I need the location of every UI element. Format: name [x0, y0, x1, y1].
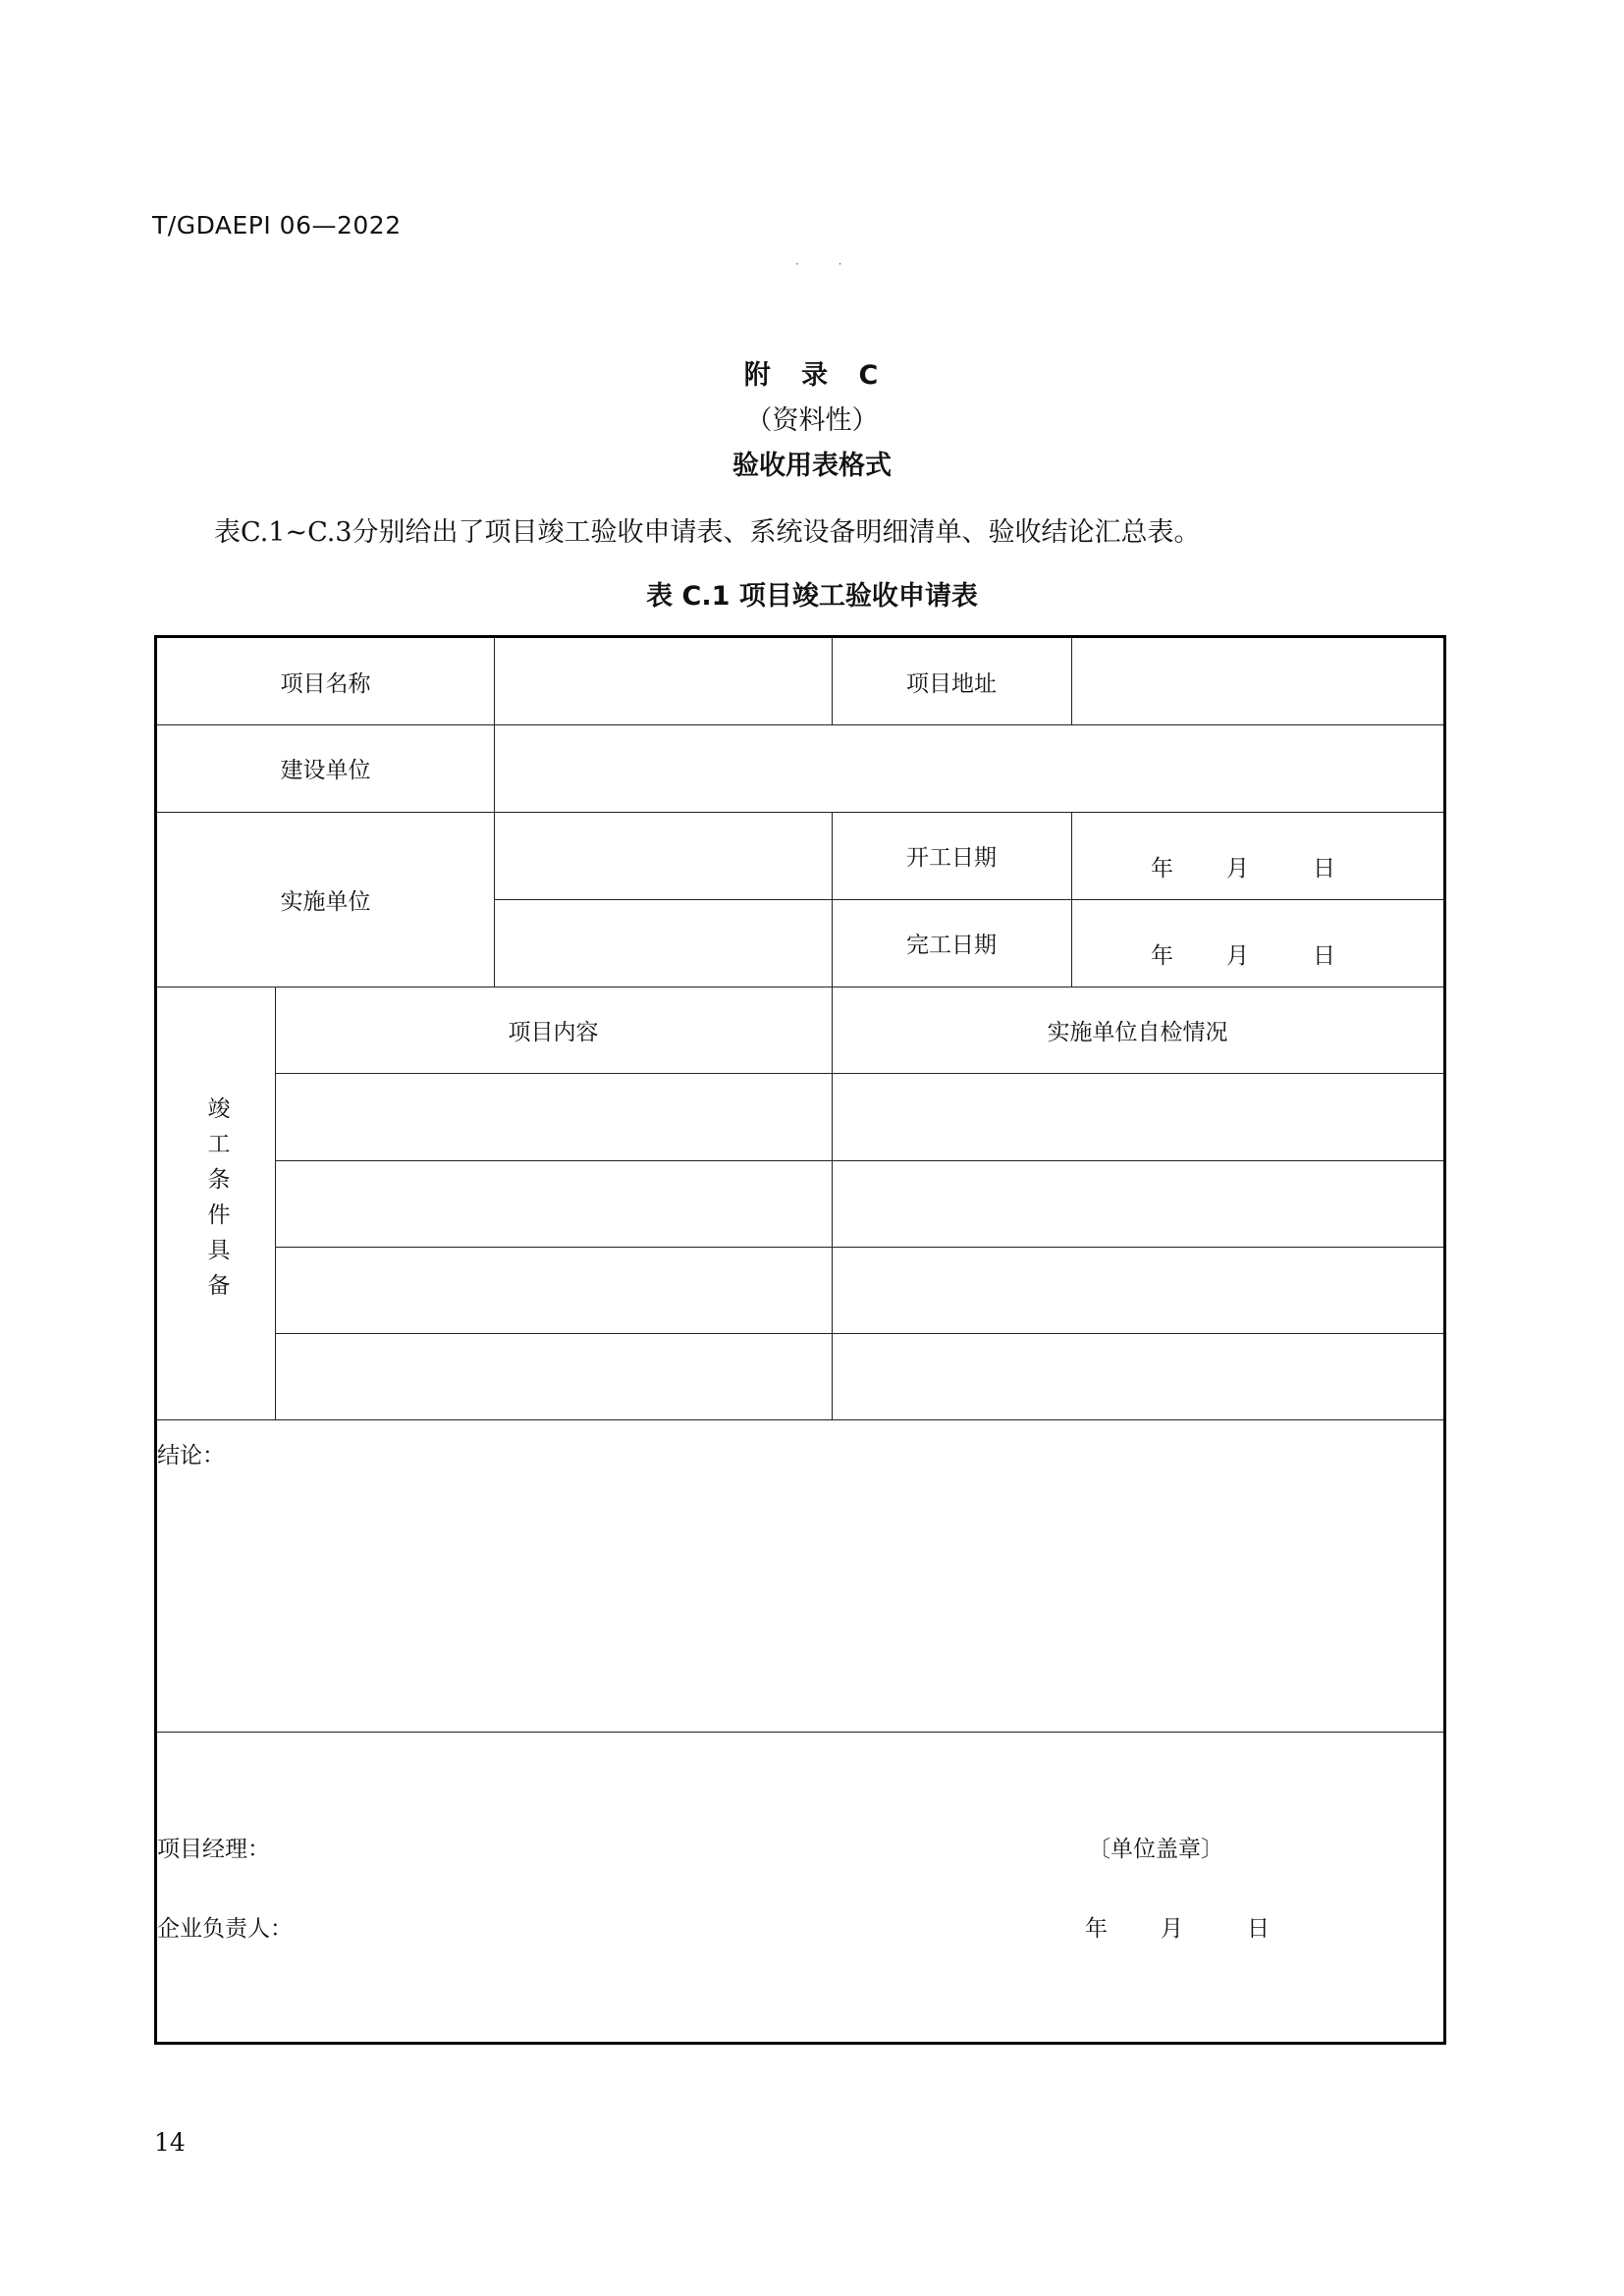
selfcheck-cell[interactable] — [832, 1160, 1443, 1247]
date-day: 日 — [1247, 1916, 1270, 1942]
selfcheck-cell[interactable] — [832, 1333, 1443, 1419]
date-month: 月 — [1226, 943, 1249, 969]
date-month: 月 — [1161, 1916, 1183, 1942]
acceptance-application-form — [154, 635, 1446, 2045]
start-date-field[interactable] — [1151, 850, 1335, 882]
implementer-field-1[interactable] — [494, 812, 832, 899]
content-cell[interactable] — [275, 1333, 832, 1419]
builder-field[interactable] — [494, 724, 1443, 812]
content-cell[interactable] — [275, 1073, 832, 1160]
implementer-field-2[interactable] — [494, 899, 832, 987]
standard-code: T/GDAEPI 06—2022 — [152, 211, 402, 240]
date-day: 日 — [1313, 943, 1335, 969]
project-manager-label: 项目经理： — [157, 1837, 270, 1862]
col-line — [1071, 812, 1072, 987]
intro-paragraph: 表C.1~C.3分别给出了项目竣工验收申请表、系统设备明细清单、验收结论汇总表。 — [214, 517, 1201, 548]
selfcheck-cell[interactable] — [832, 1247, 1443, 1333]
end-date-field[interactable] — [1151, 937, 1335, 970]
implementer-label: 实施单位 — [280, 888, 371, 915]
appendix-nature: （资料性） — [745, 405, 879, 436]
conclusion-field[interactable] — [157, 1468, 1443, 1730]
row-line — [157, 1732, 1443, 1733]
appendix-name: 验收用表格式 — [732, 451, 892, 481]
sign-date-field[interactable] — [1085, 1910, 1270, 1943]
enterprise-leader-label: 企业负责人： — [157, 1916, 293, 1942]
appendix-title: 附 录 C — [743, 360, 881, 391]
project-address-field[interactable] — [1071, 638, 1443, 724]
end-date-label: 完工日期 — [906, 933, 997, 958]
selfcheck-cell[interactable] — [832, 1073, 1443, 1160]
date-day: 日 — [1313, 856, 1335, 881]
row-line — [157, 1419, 1443, 1420]
project-address-label: 项目地址 — [906, 670, 997, 697]
date-year: 年 — [1151, 943, 1173, 969]
header-dots: · · — [795, 257, 860, 271]
builder-label: 建设单位 — [280, 758, 371, 783]
date-year: 年 — [1085, 1916, 1108, 1942]
start-date-label: 开工日期 — [906, 845, 997, 871]
completion-conditions-label: 竣 工 条 件 具 备 — [207, 1096, 231, 1299]
conclusion-label: 结论： — [157, 1443, 225, 1468]
content-cell[interactable] — [275, 1247, 832, 1333]
page-number: 14 — [154, 2128, 186, 2157]
content-cell[interactable] — [275, 1160, 832, 1247]
project-name-field[interactable] — [494, 638, 832, 724]
table-caption: 表 C.1 项目竣工验收申请表 — [646, 581, 978, 612]
unit-seal-label: 〔单位盖章〕 — [1088, 1837, 1223, 1862]
project-name-label: 项目名称 — [280, 670, 371, 697]
selfcheck-header: 实施单位自检情况 — [1047, 1019, 1228, 1045]
date-month: 月 — [1226, 856, 1249, 881]
content-header: 项目内容 — [508, 1019, 599, 1045]
date-year: 年 — [1151, 856, 1173, 881]
